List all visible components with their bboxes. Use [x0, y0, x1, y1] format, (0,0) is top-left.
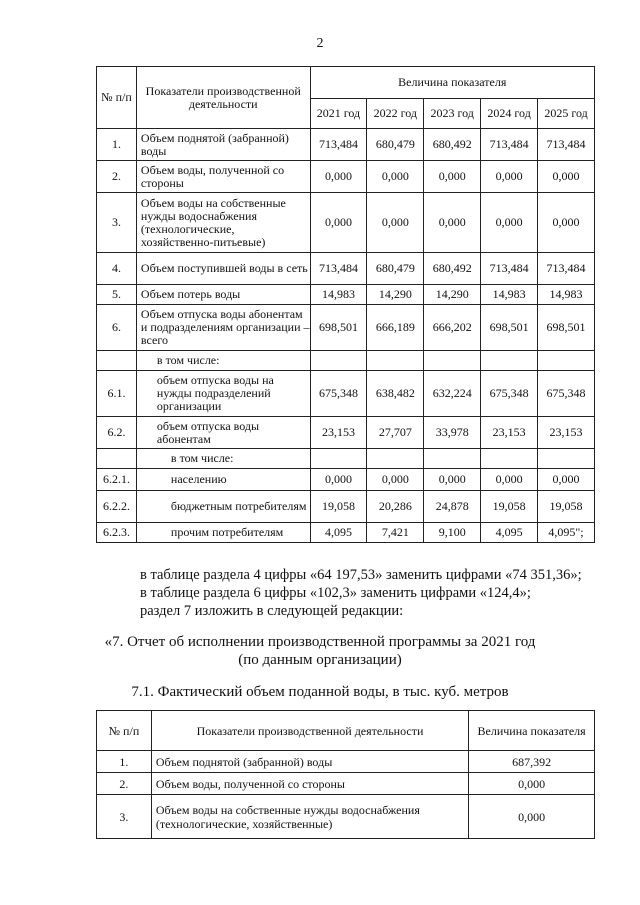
- row-name: в том числе:: [136, 351, 310, 371]
- section-title: «7. Отчет об исполнении производственной программы за 2021 год: [104, 634, 536, 650]
- row-num: 6.2.1.: [97, 469, 137, 491]
- row-name: Объем потерь воды: [136, 285, 310, 305]
- cell-2024: 713,484: [481, 253, 538, 285]
- cell-2024: [481, 449, 538, 469]
- cell-2023: 9,100: [424, 523, 481, 543]
- row-name: объем отпуска воды абонентам: [136, 417, 310, 449]
- header-value-group: Величина показателя: [310, 67, 595, 99]
- section-subtitle: (по данным организации): [238, 652, 402, 668]
- cell-2025: 698,501: [538, 305, 595, 351]
- cell-2021: 675,348: [310, 371, 367, 417]
- row-name: Объем воды, полученной со стороны: [136, 161, 310, 193]
- header-year-3: 2023 год: [424, 99, 481, 129]
- cell-2025: 23,153: [538, 417, 595, 449]
- header-value: Величина показателя: [469, 711, 595, 751]
- row-num: 1.: [97, 751, 152, 773]
- cell-2023: 680,492: [424, 129, 481, 161]
- row-name: в том числе:: [136, 449, 310, 469]
- amendment-paragraph-3: раздел 7 изложить в следующей редакции:: [140, 603, 404, 619]
- table-row: [97, 371, 595, 417]
- cell-2025: 19,058: [538, 491, 595, 523]
- row-num: 4.: [97, 253, 137, 285]
- table-row: [97, 751, 595, 773]
- cell-2025: 4,095";: [538, 523, 595, 543]
- cell-2022: 20,286: [367, 491, 424, 523]
- cell-2025: 713,484: [538, 253, 595, 285]
- cell-2025: [538, 449, 595, 469]
- cell-2025: 0,000: [538, 469, 595, 491]
- cell-2022: 666,189: [367, 305, 424, 351]
- actual-water-volume-table: [96, 710, 595, 839]
- subsection-title: 7.1. Фактический объем поданной воды, в тыс. куб. метров: [131, 684, 509, 700]
- cell-2024: [481, 351, 538, 371]
- row-name: Объем отпуска воды абонентам и подразделениям организации – всего: [136, 305, 310, 351]
- cell-2022: 0,000: [367, 193, 424, 253]
- table-row: [97, 193, 595, 253]
- table-row: [97, 491, 595, 523]
- page-number: 2: [316, 36, 324, 51]
- table-row: [97, 253, 595, 285]
- table-row: [97, 351, 595, 371]
- cell-2025: 0,000: [538, 193, 595, 253]
- table-row: [97, 285, 595, 305]
- header-num: № п/п: [97, 67, 137, 129]
- row-name: прочим потребителям: [136, 523, 310, 543]
- row-num: 1.: [97, 129, 137, 161]
- row-name: Объем поднятой (забранной) воды: [136, 129, 310, 161]
- row-num: 5.: [97, 285, 137, 305]
- cell-2021: 713,484: [310, 253, 367, 285]
- header-year-2: 2022 год: [367, 99, 424, 129]
- cell-2021: 0,000: [310, 193, 367, 253]
- amendment-paragraph-2: в таблице раздела 6 цифры «102,3» заменить цифрами «124,4»;: [140, 585, 531, 601]
- row-value: 687,392: [469, 751, 595, 773]
- cell-2022: [367, 351, 424, 371]
- header-indicator: Показатели производственной деятельности: [136, 67, 310, 129]
- cell-2022: 0,000: [367, 469, 424, 491]
- cell-2022: 680,479: [367, 129, 424, 161]
- cell-2024: 698,501: [481, 305, 538, 351]
- row-name: Объем поднятой (забранной) воды: [151, 751, 468, 773]
- cell-2023: 0,000: [424, 469, 481, 491]
- cell-2023: 24,878: [424, 491, 481, 523]
- production-indicators-table: [96, 66, 595, 543]
- cell-2022: 680,479: [367, 253, 424, 285]
- cell-2025: 14,983: [538, 285, 595, 305]
- row-num: 6.1.: [97, 371, 137, 417]
- cell-2024: 0,000: [481, 161, 538, 193]
- cell-2023: [424, 449, 481, 469]
- row-name: Объем воды на собственные нужды водоснабжения (технологические, хозяйственные): [151, 795, 468, 839]
- cell-2025: 0,000: [538, 161, 595, 193]
- table-row: [97, 449, 595, 469]
- cell-2024: 713,484: [481, 129, 538, 161]
- cell-2021: [310, 449, 367, 469]
- cell-2024: 675,348: [481, 371, 538, 417]
- cell-2023: 0,000: [424, 161, 481, 193]
- row-num: 6.: [97, 305, 137, 351]
- row-num: 2.: [97, 161, 137, 193]
- row-num: [97, 449, 137, 469]
- cell-2024: 23,153: [481, 417, 538, 449]
- row-name: Объем воды на собственные нужды водоснабжения (технологические, хозяйственно-питьевые): [136, 193, 310, 253]
- header-num: № п/п: [97, 711, 152, 751]
- row-name: Объем поступившей воды в сеть: [136, 253, 310, 285]
- row-num: 6.2.: [97, 417, 137, 449]
- cell-2023: 0,000: [424, 193, 481, 253]
- cell-2022: [367, 449, 424, 469]
- table-row: [97, 469, 595, 491]
- cell-2021: 23,153: [310, 417, 367, 449]
- header-year-1: 2021 год: [310, 99, 367, 129]
- row-num: 2.: [97, 773, 152, 795]
- cell-2022: 14,290: [367, 285, 424, 305]
- cell-2021: 14,983: [310, 285, 367, 305]
- row-name: населению: [136, 469, 310, 491]
- amendment-paragraph-1: в таблице раздела 4 цифры «64 197,53» заменить цифрами «74 351,36»;: [140, 567, 582, 583]
- cell-2023: 680,492: [424, 253, 481, 285]
- cell-2024: 14,983: [481, 285, 538, 305]
- table-row: [97, 129, 595, 161]
- table-row: [97, 773, 595, 795]
- row-name: Объем воды, полученной со стороны: [151, 773, 468, 795]
- row-value: 0,000: [469, 773, 595, 795]
- header-indicator: Показатели производственной деятельности: [151, 711, 468, 751]
- row-num: 3.: [97, 193, 137, 253]
- row-name: бюджетным потребителям: [136, 491, 310, 523]
- cell-2025: 713,484: [538, 129, 595, 161]
- row-num: 6.2.3.: [97, 523, 137, 543]
- cell-2021: [310, 351, 367, 371]
- table-row: [97, 417, 595, 449]
- cell-2024: 4,095: [481, 523, 538, 543]
- cell-2021: 0,000: [310, 469, 367, 491]
- cell-2022: 27,707: [367, 417, 424, 449]
- table-row: [97, 305, 595, 351]
- cell-2022: 7,421: [367, 523, 424, 543]
- cell-2023: 33,978: [424, 417, 481, 449]
- table-row: [97, 161, 595, 193]
- cell-2023: [424, 351, 481, 371]
- cell-2023: 14,290: [424, 285, 481, 305]
- cell-2024: 0,000: [481, 469, 538, 491]
- header-year-5: 2025 год: [538, 99, 595, 129]
- cell-2024: 19,058: [481, 491, 538, 523]
- cell-2023: 632,224: [424, 371, 481, 417]
- cell-2021: 698,501: [310, 305, 367, 351]
- cell-2023: 666,202: [424, 305, 481, 351]
- row-name: объем отпуска воды на нужды подразделений организации: [136, 371, 310, 417]
- cell-2021: 19,058: [310, 491, 367, 523]
- cell-2022: 0,000: [367, 161, 424, 193]
- table-row: [97, 795, 595, 839]
- cell-2021: 0,000: [310, 161, 367, 193]
- cell-2025: [538, 351, 595, 371]
- table-row: [97, 523, 595, 543]
- cell-2021: 713,484: [310, 129, 367, 161]
- cell-2024: 0,000: [481, 193, 538, 253]
- row-num: [97, 351, 137, 371]
- cell-2021: 4,095: [310, 523, 367, 543]
- row-num: 6.2.2.: [97, 491, 137, 523]
- cell-2025: 675,348: [538, 371, 595, 417]
- row-num: 3.: [97, 795, 152, 839]
- cell-2022: 638,482: [367, 371, 424, 417]
- row-value: 0,000: [469, 795, 595, 839]
- header-year-4: 2024 год: [481, 99, 538, 129]
